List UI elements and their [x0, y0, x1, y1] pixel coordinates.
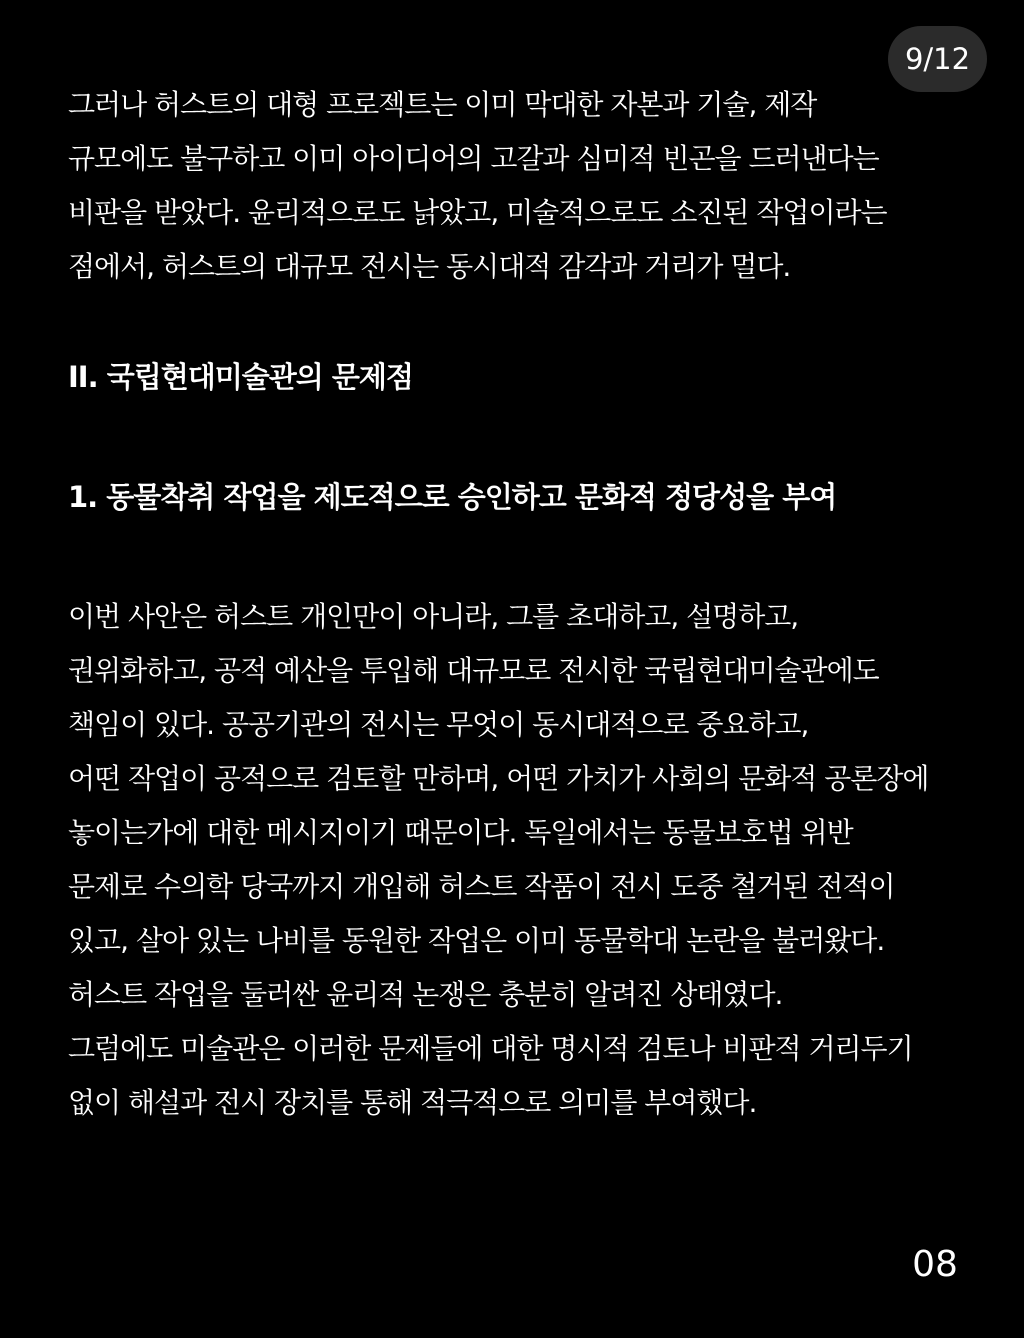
text-line: 그럼에도 미술관은 이러한 문제들에 대한 명시적 검토나 비판적 거리두기: [68, 1032, 913, 1065]
text-line: 놓이는가에 대한 메시지이기 때문이다. 독일에서는 동물보호법 위반: [68, 816, 853, 849]
body-paragraph: [68, 590, 968, 1130]
intro-paragraph: [68, 78, 968, 294]
document-body: [68, 78, 968, 1130]
subsection-heading: 1. 동물착취 작업을 제도적으로 승인하고 문화적 정당성을 부여: [68, 480, 837, 514]
text-line: 비판을 받았다. 윤리적으로도 낡았고, 미술적으로도 소진된 작업이라는: [68, 196, 887, 229]
text-line: 규모에도 불구하고 이미 아이디어의 고갈과 심미적 빈곤을 드러낸다는: [68, 142, 879, 175]
text-line: 허스트 작업을 둘러싼 윤리적 논쟁은 충분히 알려진 상태였다.: [68, 978, 783, 1011]
text-line: 어떤 작업이 공적으로 검토할 만하며, 어떤 가치가 사회의 문화적 공론장에: [68, 762, 929, 795]
text-line: 권위화하고, 공적 예산을 투입해 대규모로 전시한 국립현대미술관에도: [68, 654, 879, 687]
slide-counter-badge: 9/12: [888, 26, 987, 92]
text-line: 있고, 살아 있는 나비를 동원한 작업은 이미 동물학대 논란을 불러왔다.: [68, 924, 885, 957]
text-line: 그러나 허스트의 대형 프로젝트는 이미 막대한 자본과 기술, 제작: [68, 88, 817, 121]
text-line: 문제로 수의학 당국까지 개입해 허스트 작품이 전시 도중 철거된 전적이: [68, 870, 895, 903]
section-heading: II. 국립현대미술관의 문제점: [68, 360, 413, 394]
text-line: 점에서, 허스트의 대규모 전시는 동시대적 감각과 거리가 멀다.: [68, 250, 791, 283]
page-number: 08: [912, 1244, 958, 1285]
text-line: 책임이 있다. 공공기관의 전시는 무엇이 동시대적으로 중요하고,: [68, 708, 809, 741]
text-line: 없이 해설과 전시 장치를 통해 적극적으로 의미를 부여했다.: [68, 1086, 757, 1119]
text-line: 이번 사안은 허스트 개인만이 아니라, 그를 초대하고, 설명하고,: [68, 600, 799, 633]
